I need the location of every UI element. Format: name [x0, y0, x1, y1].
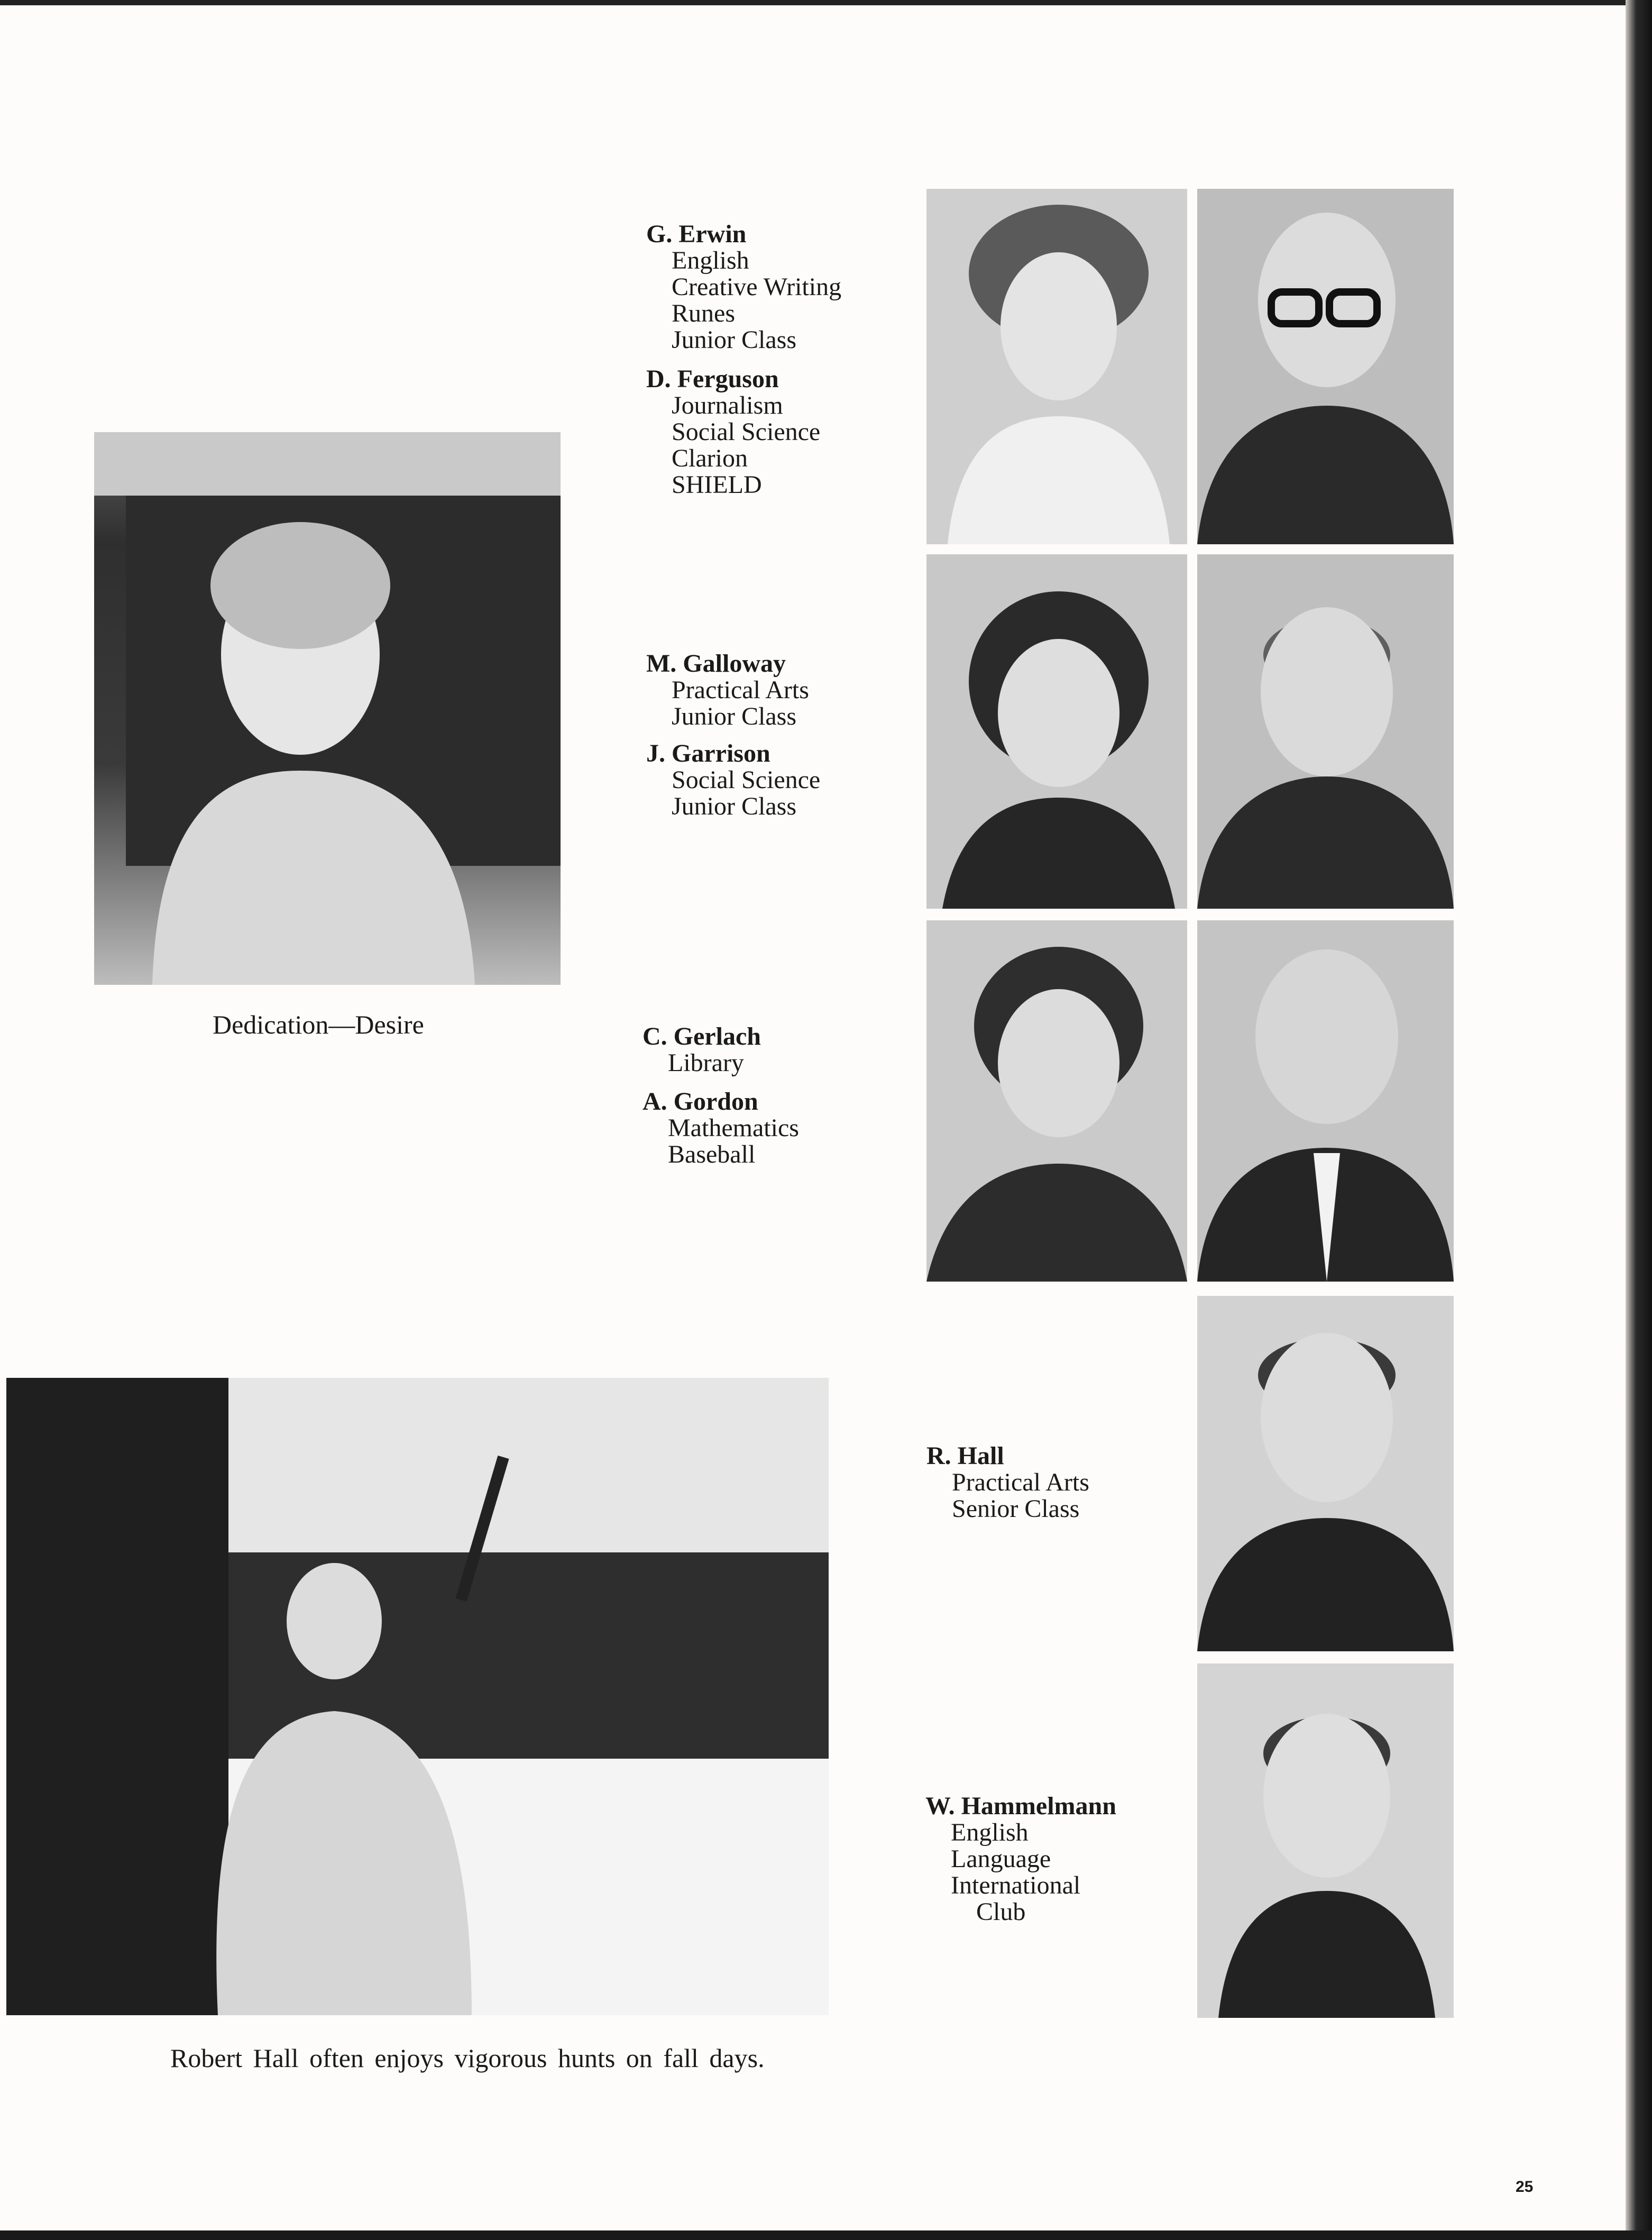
faculty-detail: Senior Class [952, 1495, 1080, 1523]
faculty-name: D. Ferguson [646, 365, 779, 393]
faculty-detail: Creative Writing [672, 273, 842, 301]
faculty-entry-ferguson [646, 366, 820, 498]
faculty-entry-gerlach [643, 1023, 761, 1076]
faculty-detail: English [951, 1818, 1029, 1846]
faculty-name: A. Gordon [643, 1087, 758, 1116]
page-top-edge [0, 0, 1652, 5]
faculty-detail: Language [951, 1845, 1051, 1873]
portrait-galloway [926, 554, 1187, 909]
faculty-entry-erwin [646, 221, 841, 353]
portrait-erwin [926, 189, 1187, 544]
portrait-gordon [1197, 920, 1454, 1282]
faculty-detail: Library [668, 1049, 744, 1077]
faculty-name: C. Gerlach [643, 1022, 761, 1050]
portrait-gerlach [926, 920, 1187, 1282]
faculty-detail: Junior Class [672, 792, 797, 820]
faculty-name: R. Hall [926, 1442, 1004, 1470]
faculty-entry-hammelmann [925, 1793, 1116, 1925]
faculty-entry-garrison [646, 740, 820, 820]
page-bottom-edge [0, 2230, 1652, 2240]
portrait-hammelmann [1197, 1663, 1454, 2018]
page-number: 25 [1516, 2178, 1534, 2196]
binding-spine [1626, 0, 1652, 2240]
faculty-detail: Social Science [672, 418, 821, 446]
faculty-detail: Journalism [672, 391, 783, 419]
faculty-name: M. Galloway [646, 650, 786, 678]
faculty-detail: Social Science [672, 766, 821, 794]
faculty-entry-gordon [643, 1089, 799, 1168]
faculty-detail: Baseball [668, 1140, 756, 1168]
portrait-ferguson [1197, 189, 1454, 544]
faculty-name: W. Hammelmann [925, 1792, 1116, 1820]
faculty-detail: Junior Class [672, 326, 797, 354]
faculty-name: J. Garrison [646, 739, 770, 767]
hunting-photo [6, 1378, 829, 2015]
faculty-detail: Practical Arts [672, 676, 809, 704]
faculty-entry-hall [926, 1443, 1089, 1522]
faculty-detail: Runes [672, 299, 735, 327]
faculty-detail: SHIELD [672, 471, 762, 499]
faculty-name: G. Erwin [646, 220, 747, 248]
dedication-caption: Dedication—Desire [213, 1010, 424, 1039]
faculty-detail: Club [976, 1898, 1026, 1926]
faculty-detail: Junior Class [672, 702, 797, 730]
dedication-photo [94, 432, 561, 985]
hunting-caption: Robert Hall often enjoys vigorous hunts on fall days. [170, 2043, 765, 2073]
faculty-detail: Clarion [672, 444, 748, 472]
faculty-detail: Practical Arts [952, 1468, 1089, 1496]
portrait-garrison [1197, 554, 1454, 909]
faculty-detail: English [672, 246, 749, 275]
faculty-detail: International [951, 1871, 1081, 1899]
faculty-entry-galloway [646, 651, 809, 730]
portrait-hall [1197, 1296, 1454, 1651]
faculty-detail: Mathematics [668, 1114, 799, 1142]
